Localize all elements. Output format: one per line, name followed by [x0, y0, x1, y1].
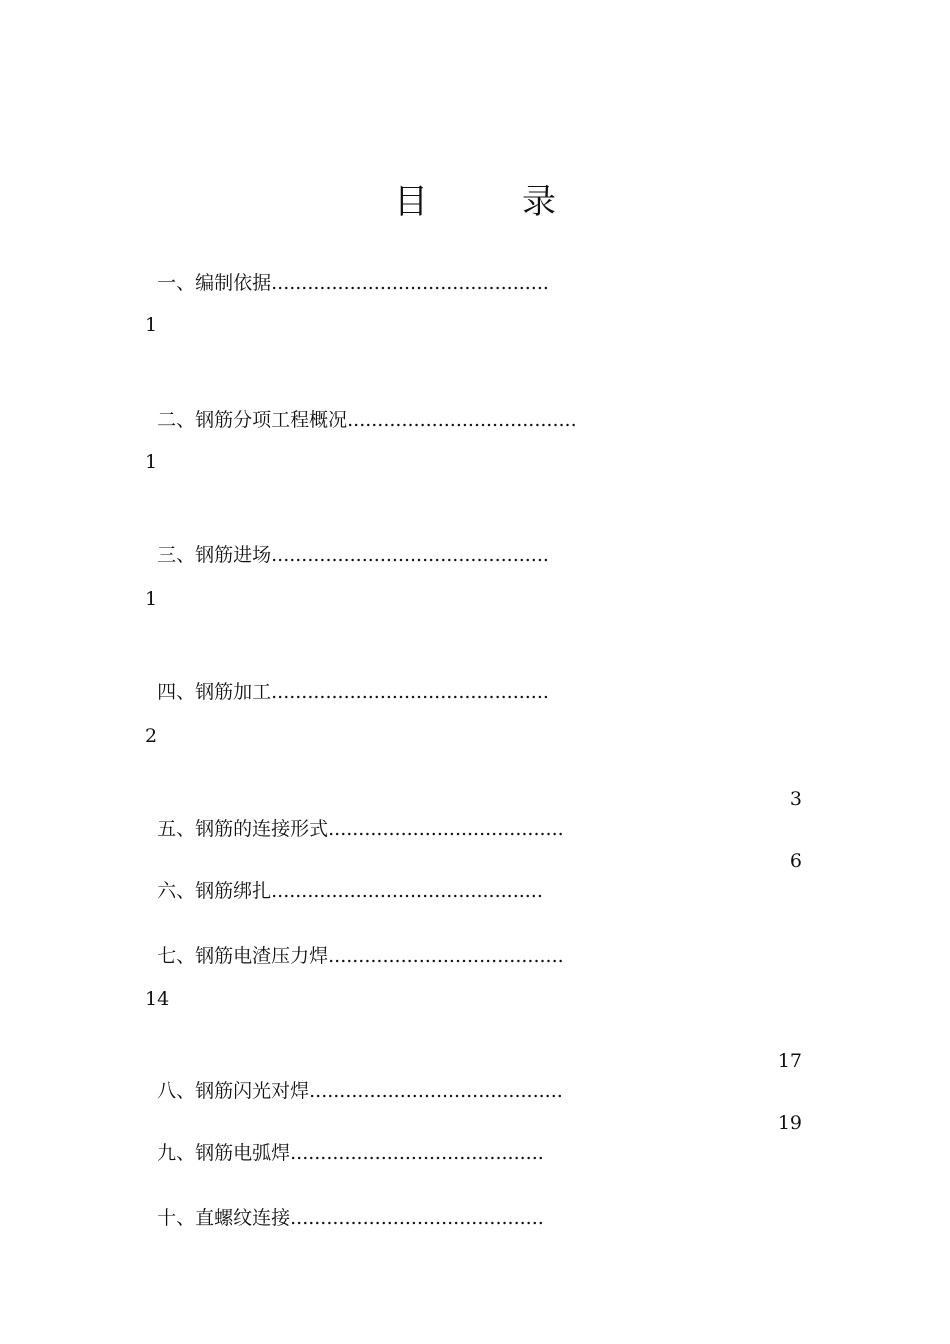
toc-leader-dots: ............................................. — [271, 880, 543, 902]
toc-leader-dots: .......................................... — [290, 1142, 544, 1164]
toc-entry-1-page: 1 — [145, 314, 158, 336]
toc-leader-dots: ....................................... — [328, 818, 564, 840]
toc-entry-7[interactable] — [145, 911, 564, 971]
toc-entry-label: 六、钢筋绑扎 — [157, 880, 272, 902]
toc-entry-9-page: 19 — [777, 1112, 802, 1134]
toc-entry-9[interactable] — [145, 1108, 544, 1168]
toc-entry-5[interactable] — [145, 784, 564, 844]
toc-leader-dots: ...................................... — [347, 409, 577, 431]
toc-entry-2-page: 1 — [145, 451, 158, 473]
toc-entry-label: 七、钢筋电渣压力焊 — [157, 945, 329, 967]
page-title: 目 录 — [394, 182, 586, 222]
toc-leader-dots: ....................................... — [328, 945, 564, 967]
toc-entry-label: 五、钢筋的连接形式 — [157, 818, 329, 840]
toc-entry-label: 八、钢筋闪光对焊 — [157, 1080, 310, 1102]
toc-leader-dots: .............................................. — [271, 681, 549, 703]
toc-entry-7-page: 14 — [145, 988, 170, 1010]
toc-entry-4-page: 2 — [145, 725, 158, 747]
toc-leader-dots: .............................................. — [271, 544, 549, 566]
toc-entry-4[interactable] — [145, 647, 549, 707]
toc-entry-label: 四、钢筋加工 — [157, 681, 272, 703]
toc-leader-dots: .......................................... — [290, 1207, 544, 1229]
toc-entry-label: 二、钢筋分项工程概况 — [157, 409, 348, 431]
toc-entry-8-page: 17 — [777, 1050, 802, 1072]
toc-entry-3-page: 1 — [145, 588, 158, 610]
toc-entry-6-page: 6 — [789, 850, 802, 872]
toc-entry-5-page: 3 — [789, 788, 802, 810]
toc-entry-2[interactable] — [145, 375, 577, 435]
toc-entry-1[interactable] — [145, 238, 549, 298]
toc-leader-dots: .......................................... — [309, 1080, 563, 1102]
toc-leader-dots: .............................................. — [271, 272, 549, 294]
toc-entry-6[interactable] — [145, 846, 543, 906]
toc-entry-3[interactable] — [145, 510, 549, 570]
toc-entry-label: 九、钢筋电弧焊 — [157, 1142, 291, 1164]
toc-entry-label: 一、编制依据 — [157, 272, 272, 294]
toc-entry-10[interactable] — [145, 1173, 544, 1233]
toc-entry-label: 三、钢筋进场 — [157, 544, 272, 566]
toc-entry-label: 十、直螺纹连接 — [157, 1207, 291, 1229]
toc-entry-8[interactable] — [145, 1046, 563, 1106]
